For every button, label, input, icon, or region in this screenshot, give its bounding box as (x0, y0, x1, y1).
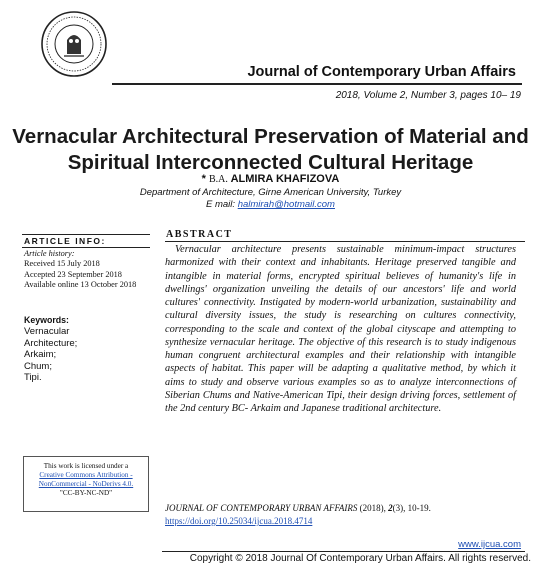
author-affiliation: Department of Architecture, Girne American University, Turkey (139, 187, 402, 198)
paper-title-line-2: Spiritual Interconnected Cultural Heritage (67, 151, 474, 174)
history-accepted: Accepted 23 September 2018 (24, 269, 122, 279)
author-prefix: B.A. (209, 174, 228, 185)
history-received: Received 15 July 2018 (24, 259, 100, 269)
license-code: "CC-BY-NC-ND" (59, 489, 113, 497)
citation-line (165, 503, 525, 513)
abstract-rule (165, 241, 525, 242)
license-box (23, 456, 149, 512)
doi-line (165, 516, 525, 526)
keyword-item: Tipi. (24, 372, 42, 383)
citation-volume: 2 (388, 503, 393, 513)
author-marker: * (201, 173, 206, 185)
email-link[interactable]: halmirah@hotmail.com (237, 199, 335, 210)
citation-year: (2018), (357, 503, 389, 513)
header-rule (112, 83, 522, 85)
license-link[interactable]: Creative Commons Attribution - NonCommercial - NoDerivs 4.0. (38, 471, 134, 488)
abstract-text: Vernacular architecture presents sustainable minimum-impact structures harmonized with their context and inhabitants. Heritage preserved tangible and intangible in material forms, encrypted spiritual believes of humanity's life in dwellings' organization unveiling the details of our ancestors' life and world cultures' connectivity. Instigated by modern-world urbanization, sustainability and cultural diversity issues, the study is researching on cultures connectivity, corresponding to the scale and context of the global cityscape and attempting to synthesize vernacular heritage. The objective of this research is to study indigenous human congruent architectural examples and their relationship with intangible aspects of habitat. This paper will be adapting a qualitative method, by which it aims to study and observe various examples so as to analyze interconnections of Siberian Chums and Native-American Tipi, their design driving forces, settlement of the 2nd century BC- Arkaim and Japanese traditional architecture. (165, 244, 516, 414)
keywords-list (24, 326, 77, 384)
keyword-item: Arkaim; (24, 349, 57, 360)
license-lead: This work is licensed under a (43, 462, 129, 470)
doi-link[interactable]: https://doi.org/10.25034/ijcua.2018.4714 (165, 516, 313, 526)
copyright-notice: Copyright © 2018 Journal Of Contemporary Urban Affairs. All rights reserved. (189, 553, 531, 564)
article-info-rule-bottom (22, 247, 150, 248)
author-email-line (0, 199, 541, 210)
author-line (0, 173, 541, 185)
keywords-label: Keywords: (24, 315, 69, 325)
footer-url (350, 539, 521, 550)
abstract-heading: ABSTRACT (166, 229, 233, 240)
email-label: E mail: (206, 199, 236, 210)
issue-line: 2018, Volume 2, Number 3, pages 10– 19 (335, 90, 521, 101)
article-info-label: ARTICLE INFO: (24, 236, 106, 246)
keyword-item: Vernacular (24, 326, 70, 337)
keyword-item: Chum; (24, 360, 52, 372)
footer-rule (162, 551, 525, 552)
history-available-online: Available online 13 October 2018 (24, 279, 137, 289)
article-history (24, 249, 150, 290)
author-name: ALMIRA KHAFIZOVA (230, 173, 340, 185)
paper-title (10, 124, 531, 176)
article-info-rule-top (22, 234, 150, 235)
paper-title-line-1: Vernacular Architectural Preservation of Material and (12, 125, 529, 148)
citation-journal: JOURNAL OF CONTEMPORARY URBAN AFFAIRS (165, 503, 358, 513)
article-history-label: Article history: (24, 249, 75, 258)
journal-name: Journal of Contemporary Urban Affairs (247, 64, 516, 80)
footer-url-link[interactable]: www.ijcua.com (458, 539, 521, 550)
keyword-item: Architecture; (24, 337, 78, 349)
journal-seal-logo (40, 10, 108, 78)
citation-issue-pages: (3), 10-19. (392, 503, 431, 513)
